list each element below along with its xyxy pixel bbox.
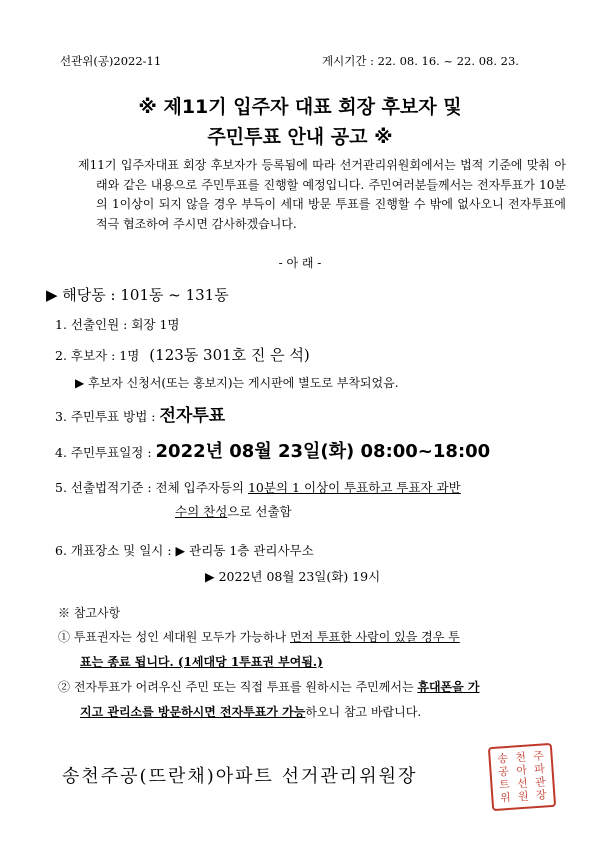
note-2-number: ②: [58, 680, 71, 694]
official-seal: 송 천 주 공 아 파 트 선 관 위 원 장: [488, 743, 556, 811]
title-line-1: ※ 제11기 입주자 대표 회장 후보자 및: [138, 96, 462, 118]
title-line-2: 주민투표 안내 공고 ※: [207, 126, 393, 148]
method-label: 3. 주민투표 방법 :: [55, 409, 160, 424]
note-2-line-2: [80, 703, 421, 720]
note-1-text-c: 표는 종료 됩니다. (1세대당 1투표권 부여됨.): [80, 655, 323, 669]
item-counting-time: ▶ 2022년 08월 23일(화) 19시: [205, 569, 381, 584]
note-1-text-b: 먼저 투표한 사람이 있을 경우 투: [289, 630, 460, 644]
note-2-text-c: 지고 관리소를 방문하시면 전자투표가 가능: [80, 705, 306, 719]
criteria-underline-2: 수의 찬성: [175, 504, 228, 519]
item-method: [55, 401, 225, 426]
method-value: 전자투표: [159, 406, 226, 426]
note-1-line-1: [58, 628, 460, 645]
schedule-value: 2022년 08월 23일(화) 08:00~18:00: [155, 441, 491, 462]
note-1-number: ①: [58, 630, 71, 644]
item-counting-place: 6. 개표장소 및 일시 : ▶ 관리동 1층 관리사무소: [55, 543, 314, 558]
note-1-line-2: [80, 653, 323, 670]
posting-period: 게시기간 : 22. 08. 16. ~ 22. 08. 23.: [322, 54, 519, 68]
note-1-text-a: 투표권자는 성인 세대원 모두가 가능하나: [73, 630, 290, 644]
criteria-label: 5. 선출법적기준 : 전체 입주자등의: [55, 480, 248, 495]
note-2-line-1: [58, 678, 480, 695]
intro-paragraph: 제11기 입주자대표 회장 후보자가 등록됨에 따라 선거관리위원회에서는 법적 기준에 맞춰 아래와 같은 내용으로 주민투표를 진행할 예정입니다. 주민여러분들께서는 전자투표가 10분의 1이상이 되지 않을 경우 부득이 세대 방문 투표를 진행할 수 밖에 없사오니 전자투표에 적극 협조하여 주시면 감사하겠습니다.: [78, 158, 566, 231]
candidate-label: 2. 후보자 : 1명: [55, 348, 140, 363]
schedule-label: 4. 주민투표일정 :: [55, 445, 156, 460]
item-count: 1. 선출인원 : 회장 1명: [55, 317, 180, 332]
item-criteria-cont: [175, 502, 292, 520]
item-schedule: [55, 437, 490, 463]
item-criteria: [55, 478, 461, 496]
note-2-text-b: 휴대폰을 가: [417, 680, 480, 694]
note-2-text-a: 전자투표가 어려우신 주민 또는 직접 투표를 원하시는 주민께서는: [73, 680, 418, 694]
criteria-underline-1: 10분의 1 이상이 투표하고 투표자 과반: [247, 480, 461, 495]
signature: 송천주공(뜨란채)아파트 선거관리위원장: [62, 766, 418, 787]
item-candidate: [55, 344, 310, 365]
note-2-text-d: 하오니 참고 바랍니다.: [305, 705, 422, 719]
candidate-note: ▶ 후보자 신청서(또는 홍보지)는 게시판에 별도로 부착되었음.: [75, 376, 399, 390]
criteria-tail: 으로 선출함: [227, 504, 292, 519]
target-buildings: ▶ 해당동 : 101동 ~ 131동: [46, 286, 229, 304]
separator: - 아 래 -: [278, 256, 322, 270]
candidate-value: (123동 301호 진 은 석): [149, 346, 310, 364]
notes-heading: ※ 참고사항: [58, 606, 121, 620]
document-number: 선관위(공)2022-11: [60, 54, 162, 68]
